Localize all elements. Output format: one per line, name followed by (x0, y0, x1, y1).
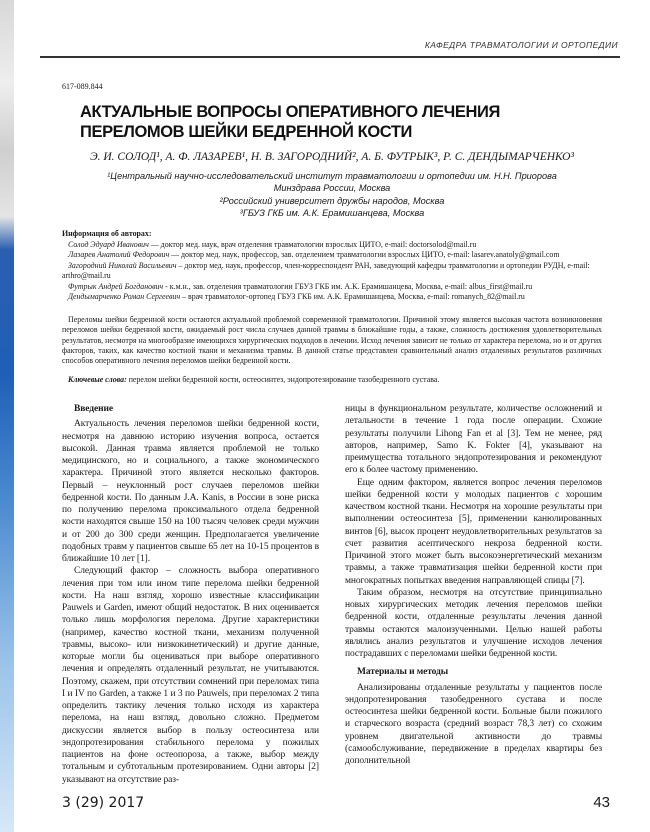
affiliation: ¹Центральный научно-исследовательский институт травматологии и ортопедии им. Н.Н. Приорова (107, 171, 557, 181)
author-info-item (62, 240, 602, 251)
paragraph: Таким образом, несмотря на отсутствие принципиально новых хирургических методик лечения переломов шейки бедренной кости, отдаленные результаты лечения данной травмы остаются малоизученными. Целью нашей работы являлись анализ результатов и улучшение исходов лечения пострадавших с переломами шейки бедренной кости. (345, 587, 602, 660)
abstract: Переломы шейки бедренной кости остаются актуальной проблемой современной травматологии. Причиной этому является высокая частота возникновения переломов шейки бедренной кости, ожидаемый рост числа случаев данной травмы в ближайшие годы, а также, сложность достижения удовлетворительных результатов, несмотря на многообразие имеющихся хирургических подходов в лечении. Исход лечения зависит не только от характера перелома, но и от других факторов, таких, как качество костной ткани и механизма травмы. В данной статье представлен сравнительный анализ отдаленных результатов различных способов оперативного лечения переломов шейки бедренной кости. (62, 314, 602, 366)
keywords (62, 375, 602, 385)
author-info-item (62, 250, 602, 261)
affiliation: ²Российский университет дружбы народов, Москва (219, 195, 445, 206)
author-name: Загородний Николай Васильевич (68, 260, 177, 270)
author-info (62, 229, 602, 303)
keywords-label: Ключевые слова: (68, 374, 127, 384)
author-details: — доктор мед. наук, профессор, зав. отделением травматологии взрослых ЦИТО, e-mail: lasarev.anatoly@gmail.com (169, 250, 560, 260)
affiliation: Минздрава России, Москва (273, 183, 391, 194)
body-column-left (62, 403, 319, 786)
author-info-item (62, 282, 602, 293)
paragraph: Следующий фактор – сложность выбора оперативного лечения при том или ином типе перелома шейки бедренной кости. На наш взгляд, хорошо известные классификации Pauwels и Garden, имеют общий недостаток. В них оценивается только лишь морфология перелома. Другие характеристики (например, качество костной ткани, механизм полученной травмы, высоко- или низкокинетический) и другие данные, которые могли бы оцениваться при выборе оперативного лечения и определять отдаленный результат, не учитываются. Поэтому, скажем, при отсутствии сомнений при переломах типа I и IV по Garden, а также 1 и 3 по Pauwels, при переломах 2 типа определить тактику лечения только исходя из характера перелома, на наш взгляд, довольно сложно. Предметом дискуссии является выбор в пользу остеосинтеза или эндопротезирования стабильного перелома у пожилых пациентов на фоне остеопороза, а также, выбор между тотальным и субтотальным протезированием. Одни авторы [2] указывают на отсутствие раз- (62, 566, 319, 785)
author-name: Дендымарченко Роман Сергеевич (68, 292, 181, 302)
section-heading-methods: Материалы и методы (357, 667, 449, 678)
page-number: 43 (593, 793, 610, 811)
page-edge-scan (0, 0, 14, 832)
author-details: - к.м.н., зав. отделения травматологии ГБУЗ ГКБ им. А.К. Ерамишанцева, Москва, e-mail: albus_first@mail.ru (163, 281, 533, 291)
section-heading-intro: Введение (74, 404, 113, 415)
author-name: Солод Эдуард Иванович (68, 239, 149, 249)
author-info-item (62, 292, 602, 303)
affiliations (62, 170, 602, 219)
page-footer (62, 793, 610, 812)
affiliation: ³ГБУЗ ГКБ им. А.К. Ерамишанцева, Москва (239, 207, 425, 218)
header-rule (40, 56, 620, 58)
author-details: – доктор мед. наук, профессор, член-корреспондент РАН, заведующий кафедры травматологии и ортопедии РУДН, e-mail: arthro@mail.ru (62, 260, 590, 281)
author-details: — доктор мед. наук, врач отделения травматологии взрослых ЦИТО, e-mail: doctorsolod@mail.ru (148, 239, 477, 249)
author-details: – врач травматолог-ортопед ГБУЗ ГКБ им. А.К. Ерамишанцева, Москва, e-mail: romanych_82@mail.ru (180, 292, 525, 302)
article-title: АКТУАЛЬНЫЕ ВОПРОСЫ ОПЕРАТИВНОГО ЛЕЧЕНИЯ ПЕРЕЛОМОВ ШЕЙКИ БЕДРЕННОЙ КОСТИ (80, 103, 500, 141)
author-name: Футрык Андрей Богданович (68, 281, 164, 291)
paragraph: Еще одним фактором, является вопрос лечения переломов шейки бедренной кости у молодых пациентов с хорошим качеством костной ткани. Несмотря на хорошие результаты при выполнении остеосинтеза [5], применении канюлированных винтов [6], высок процент неудовлетворительных результатов за счет развития асептического некроза бедренной кости. Причиной этого может быть высокоэнергетический механизм травмы, а также травматизация шейки бедренной кости при многократных попытках введения направляющей спицы [7]. (345, 477, 602, 586)
keywords-text: перелом шейки бедренной кости, остеосинтез, эндопротезирование тазобедренного сустава. (126, 374, 440, 384)
running-head: КАФЕДРА ТРАВМАТОЛОГИИ И ОРТОПЕДИИ (424, 40, 618, 50)
author-info-item (62, 261, 602, 282)
udc-code: 617-089.844 (62, 82, 103, 91)
issue-number: 3 (29) 2017 (62, 794, 145, 811)
paragraph: Актуальность лечения переломов шейки бедренной кости, несмотря на давнюю историю изучения вопроса, остается высокой. Данная травма является проблемой не только медицинского, но и социального, а также экономического характера. Причиной этого является несколько факторов. Первый – неуклонный рост случаев переломов шейки бедренной кости. По данным J.A. Kanis, в России в зоне риска по получению перелома проксимального отдела бедренной кости находятся свыше 150 на 100 тысяч человек среди мужчин и от 200 до 300 среди женщин. Предполагается увеличение подобных травм у пациентов свыше 65 лет на 10-15 процентов в ближайшие 10 лет [1]. (62, 419, 319, 565)
page-content (40, 82, 610, 812)
author-list: Э. И. СОЛОД¹, А. Ф. ЛАЗАРЕВ¹, Н. В. ЗАГОРОДНИЙ², А. Б. ФУТРЫК³, Р. С. ДЕНДЫМАРЧЕНКО³ (90, 151, 574, 163)
paragraph: ницы в функциональном результате, количестве осложнений и летальности в течение 1 года после операции. Схожие результаты получили Lihong Fan et al [3]. Тем не менее, ряд авторов, например, Samo K. Fokter [4], указывают на преимущества тотального эндопротезирования и рекомендуют его к более частому применению. (345, 404, 602, 476)
body-column-right (345, 403, 602, 786)
author-info-heading: Информация об авторах: (62, 229, 152, 239)
paragraph: Анализированы отдаленные результаты у пациентов после эндопротезирования тазобедренного сустава и после остеосинтеза шейки бедренной кости. Больные были пожилого и старческого возраста (средний возраст 78,3 лет) со схожим уровнем двигательной активности до травмы (самообслуживание, передвижение в пределах квартиры без дополнительной (345, 682, 602, 767)
body-columns (62, 403, 602, 786)
author-name: Лазарев Анатолий Федорович (68, 250, 170, 260)
